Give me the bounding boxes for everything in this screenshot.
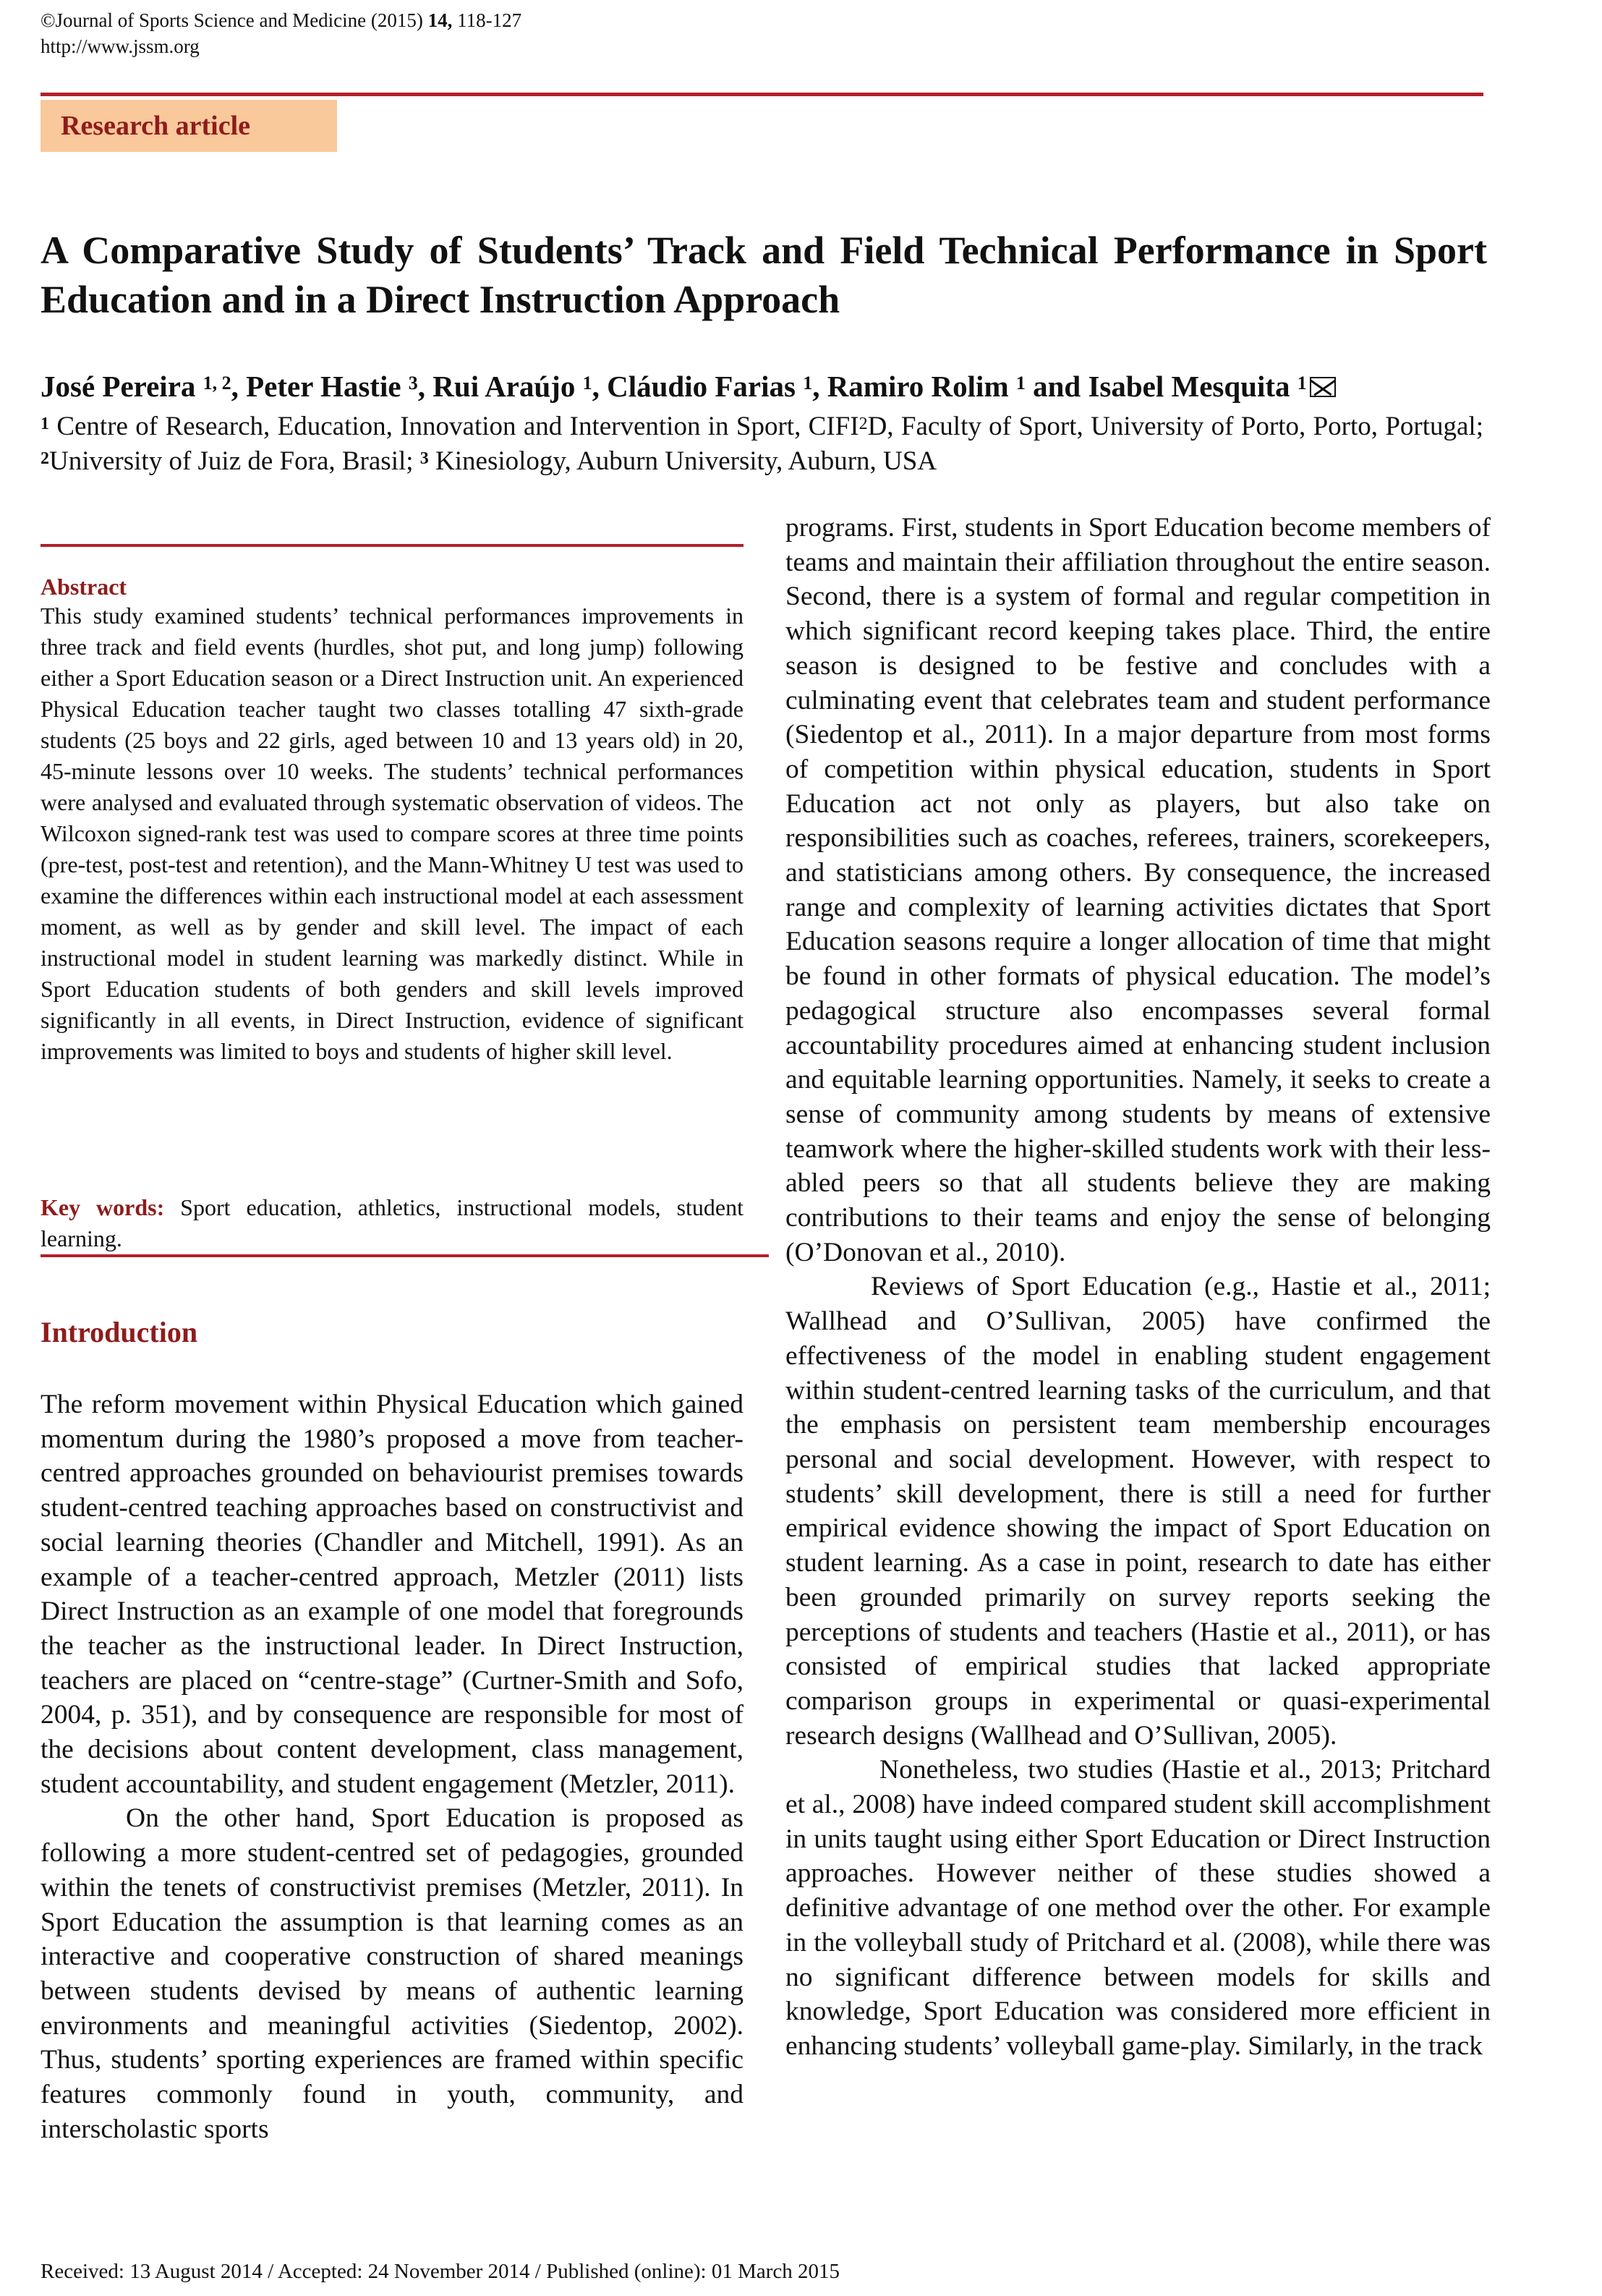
author-affiliation-mark: 3 (408, 373, 418, 394)
author-name: Isabel Mesquita (1088, 370, 1290, 403)
author-affiliation-mark: 1 (582, 373, 592, 394)
abstract-heading: Abstract (41, 574, 127, 600)
keywords-text: Sport education, athletics, instructional models, student learning. (41, 1194, 744, 1251)
email-icon[interactable] (1310, 377, 1336, 397)
journal-citation: ©Journal of Sports Science and Medicine (2015) 14, 118-127 (41, 9, 522, 31)
author-affiliation-mark: 1 (1297, 373, 1307, 394)
intro-paragraph: On the other hand, Sport Education is proposed as following a more student-centred set of pedagogies, grounded within the tenets of constructivist premises (Metzler, 2011). In Sport Education the assumption is that learning comes as an interactive and cooperative construction of shared meanings between students devised by means of authentic learning environments and meaningful activities (Siedentop, 2002). Thus, students’ sporting experiences are framed within specific features commonly found in youth, community, and interscholastic sports (41, 1803, 744, 2144)
author-name: José Pereira (41, 370, 196, 403)
abstract-top-rule (41, 544, 744, 547)
intro-paragraph: The reform movement within Physical Education which gained momentum during the 1980’s proposed a move from teacher-centred approaches grounded on behaviourist premises towards student-centred teaching approaches based on constructivist and social learning theories (Chandler and Mitchell, 1991). As an example of a teacher-centred approach, Metzler (2011) lists Direct Instruction as an example of one model that foregrounds the teacher as the instructional leader. In Direct Instruction, teachers are placed on “centre-stage” (Curtner-Smith and Sofo, 2004, p. 351), and by consequence are responsible for most of the decisions about content development, class management, student accountability, and student engagement (Metzler, 2011). (41, 1390, 744, 1799)
author-name: Cláudio Farias (607, 370, 796, 403)
author-list: José Pereira $^{1, 2}$, Peter Hastie $^3$, Rui Araújo $^1$, Cláudio Farias $^1$, Ramiro Rolim $^1$ and Isabel Mesquita $^1$ (41, 366, 1487, 407)
publication-dates: Received: 13 August 2014 / Accepted: 24 November 2014 / Published (online): 01 March 2015 (41, 2260, 840, 2283)
introduction-body (41, 1387, 744, 2146)
body-paragraph: Reviews of Sport Education (e.g., Hastie et al., 2011; Wallhead and O’Sullivan, 2005) have confirmed the effectiveness of the model in enabling student engagement within student-centred learning tasks of the curriculum, and that the emphasis on persistent team membership encourages personal and social development. However, with respect to students’ skill development, there is still a need for further empirical evidence showing the impact of Sport Education on student learning. As a case in point, research to date has either been grounded primarily on survey reports seeking the perceptions of students and teachers (Hastie et al., 2011), or has consisted of empirical studies that lacked appropriate comparison groups in experimental or quasi-experimental research designs (Wallhead and O’Sullivan, 2005). (785, 1272, 1491, 1751)
article-type-badge: Research article (41, 100, 337, 152)
author-affiliation-mark: 1 (803, 373, 813, 394)
abstract-text: This study examined students’ technical performances improvements in three track and field events (hurdles, shot put, and long jump) following either a Sport Education season or a Direct Instruction unit. An experienced Physical Education teacher taught two classes totalling 47 sixth-grade students (25 boys and 22 girls, aged between 10 and 13 years old) in 20, 45-minute lessons over 10 weeks. The students’ technical performances were analysed and evaluated through systematic observation of videos. The Wilcoxon signed-rank test was used to compare scores at three time points (pre-test, post-test and retention), and the Mann-Whitney U test was used to examine the differences within each instructional model at each assessment moment, as well as by gender and skill level. The impact of each instructional model in student learning was markedly distinct. While in Sport Education students of both genders and skill levels improved significantly in all events, in Direct Instruction, evidence of significant improvements was limited to boys and students of higher skill level. (41, 603, 744, 1064)
paper-title: A Comparative Study of Students’ Track and Field Technical Performance in Sport Education and in a Direct Instruction Approach (41, 229, 1487, 321)
abstract-bottom-rule (41, 1254, 769, 1257)
affiliations: $^1$ Centre of Research, Education, Innovation and Intervention in Sport, CIFI$^2$D, Faculty of Sport, University of Porto, Porto, Portugal; $^2$University of Juiz de Fora, Brasil; $^3$ Kinesiology, Auburn University, Auburn, USA (41, 412, 1483, 476)
header-rule (41, 93, 1483, 96)
author-affiliation-mark: 1, 2 (203, 373, 231, 394)
author-name: Peter Hastie (246, 370, 401, 403)
keywords-label: Key words: (41, 1194, 165, 1220)
author-name: Rui Araújo (433, 370, 576, 403)
author-name: Ramiro Rolim (827, 370, 1009, 403)
author-affiliation-mark: 1 (1015, 373, 1026, 394)
body-paragraph: programs. First, students in Sport Education become members of teams and maintain their affiliation throughout the entire season. Second, there is a system of formal and regular competition in which significant record keeping takes place. Third, the entire season is designed to be festive and concludes with a culminating event that celebrates team and student performance (Siedentop et al., 2011). In a major departure from most forms of competition within physical education, students in Sport Education act not only as players, but also take on responsibilities such as coaches, referees, trainers, scorekeepers, and statisticians among others. By consequence, the increased range and complexity of learning activities dictates that Sport Education seasons require a longer allocation of time that might be found in other formats of physical education. The model’s pedagogical structure also encompasses several formal accountability procedures aimed at enhancing student inclusion and equitable learning opportunities. Namely, it seeks to create a sense of community among students by means of extensive teamwork where the higher-skilled students work with their less-abled peers so that all students believe they are making contributions to their teams and enjoy the sense of belonging (O’Donovan et al., 2010). (785, 513, 1491, 1267)
journal-header (41, 7, 521, 59)
right-column-body (785, 511, 1491, 2064)
keywords (41, 1192, 744, 1254)
body-paragraph: Nonetheless, two studies (Hastie et al., 2013; Pritchard et al., 2008) have indeed compared student skill accomplishment in units taught using either Sport Education or Direct Instruction approaches. However neither of these studies showed a definitive advantage of one method over the other. For example in the volleyball study of Pritchard et al. (2008), while there was no significant difference between models for skills and knowledge, Sport Education was considered more efficient in enhancing students’ volleyball game-play. Similarly, in the track (785, 1755, 1491, 2061)
journal-url[interactable]: http://www.jssm.org (41, 35, 200, 57)
introduction-heading: Introduction (41, 1316, 198, 1348)
